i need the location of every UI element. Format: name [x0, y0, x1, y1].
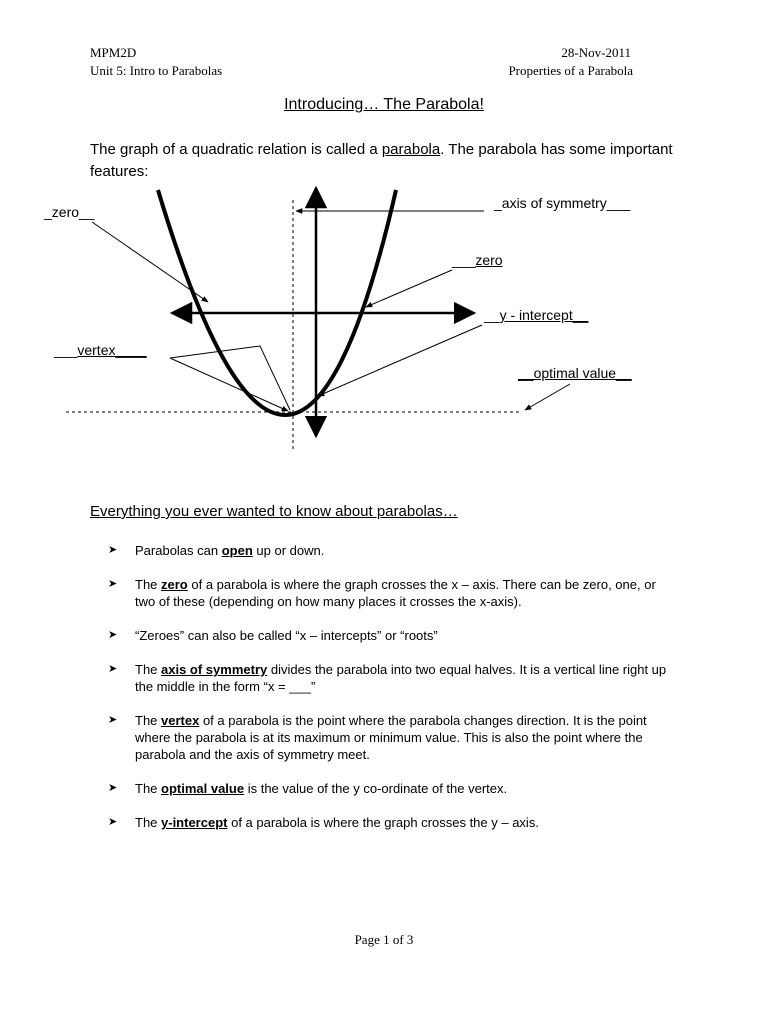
list-item: ➤ The y-intercept of a parabola is where the graph crosses the y – axis.	[108, 815, 539, 830]
label-optimal-value	[518, 365, 632, 381]
unit-name: Unit 5: Intro to Parabolas	[90, 63, 223, 78]
bullet-arrow-icon: ➤	[108, 663, 118, 675]
bullet-arrow-icon: ➤	[108, 782, 118, 794]
leader-optimal-value	[525, 384, 570, 410]
bullet-arrow-icon: ➤	[108, 816, 118, 828]
page-title: Introducing… The Parabola!	[284, 96, 484, 113]
page-number: Page 1 of 3	[354, 932, 414, 947]
course-code: MPM2D	[90, 45, 137, 60]
leader-zero-left	[92, 222, 208, 302]
feature-list	[108, 542, 668, 848]
date: 28-Nov-2011	[561, 45, 631, 60]
bullet-arrow-icon: ➤	[108, 629, 118, 641]
label-zero-right-word: zero	[475, 252, 503, 268]
list-item: ➤ The optimal value is the value of the y co-ordinate of the vertex.	[108, 781, 508, 796]
label-axis-of-symmetry: _axis of symmetry___	[494, 195, 631, 211]
list-item: ➤ The zero of a parabola is where the graph crosses the x – axis. There can be zero, one, or two of these (depending on how many places it crosses the x-axis).	[108, 577, 656, 609]
list-item: ➤ “Zeroes” can also be called “x – intercepts” or “roots”	[108, 628, 438, 643]
label-y-intercept-prefix: __	[484, 307, 500, 323]
label-vertex-prefix: ___	[54, 342, 78, 358]
label-y-intercept-word: y - intercept__	[499, 307, 589, 323]
label-zero-right	[452, 252, 503, 268]
bullet-arrow-icon: ➤	[108, 578, 118, 590]
bullet-arrow-icon: ➤	[108, 544, 118, 556]
intro-text-before: The graph of a quadratic relation is called a	[90, 141, 382, 158]
intro-text-after: . The parabola has some important features:	[90, 141, 673, 180]
label-optimal-value-word: __optimal value__	[518, 365, 632, 381]
section-heading: Everything you ever wanted to know about parabolas…	[90, 503, 458, 520]
list-item: ➤ Parabolas can open up or down.	[108, 543, 325, 558]
leader-vertex	[170, 346, 290, 410]
bullet-arrow-icon: ➤	[108, 714, 118, 726]
leader-zero-right	[366, 270, 452, 307]
list-item: ➤ The axis of symmetry divides the parabola into two equal halves. It is a vertical line right up the middle in the form “x = ___”	[108, 662, 667, 694]
label-zero-left: _zero__	[44, 204, 95, 220]
topic: Properties of a Parabola	[508, 63, 633, 78]
label-vertex-word: vertex____	[77, 342, 147, 358]
label-zero-right-prefix: ___	[452, 252, 476, 268]
label-y-intercept	[484, 307, 588, 323]
label-vertex	[54, 342, 147, 358]
list-item: ➤ The vertex of a parabola is the point where the parabola changes direction. It is the point where the parabola is at its maximum or minimum value. This is also the point where the parabola and the axis of symmetry meet.	[108, 713, 647, 762]
intro-term: parabola	[381, 141, 441, 158]
